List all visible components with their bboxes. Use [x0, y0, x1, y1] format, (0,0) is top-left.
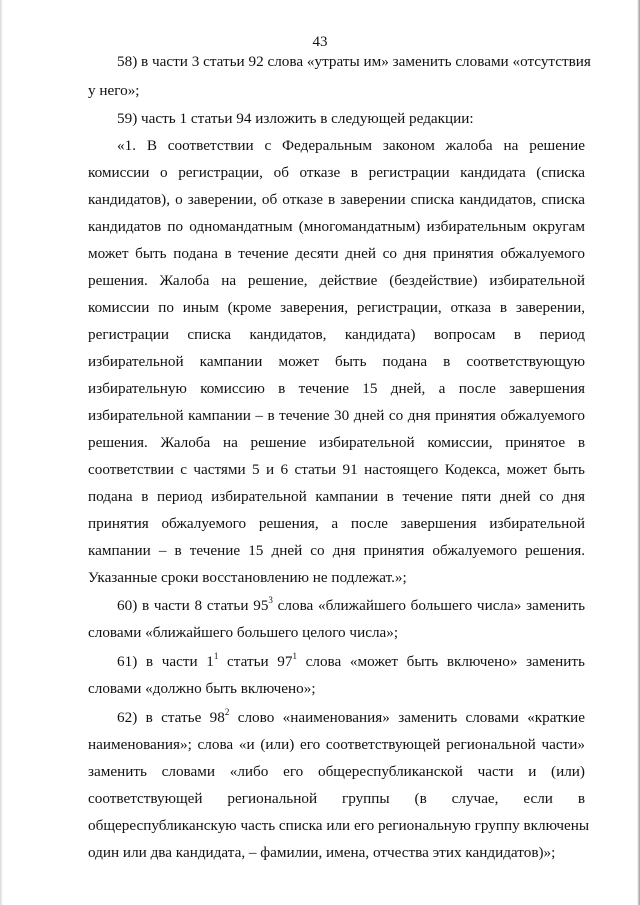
superscript: 1 [213, 650, 219, 661]
text-line: комиссии о регистрации, об отказе в регистрации кандидата (списка [88, 164, 585, 181]
text-line: кампании – в течение 15 дней со дня принятия обжалуемого решения. [88, 542, 585, 559]
text-line [117, 650, 585, 671]
text-line [117, 706, 585, 727]
text-line: Указанные сроки восстановлению не подлежат.»; [88, 569, 407, 586]
text-line: один или два кандидата, – фамилии, имена, отчества этих кандидатов)»; [88, 844, 556, 861]
text-line: избирательную комиссию в течение 15 дней, а после завершения [88, 380, 585, 397]
text-line: может быть подана в течение десяти дней со дня принятия обжалуемого [88, 245, 585, 262]
text-run: слова «ближайшего большего числа» заменить [272, 597, 586, 614]
page-number: 43 [312, 34, 328, 50]
text-run: 60) в части 8 статьи 95 [117, 597, 269, 614]
text-line: решения. Жалоба на решение избирательной комиссии, принятое в [88, 434, 585, 451]
text-run: статьи 97 [218, 653, 293, 670]
text-run: слова «может быть включено» заменить [296, 653, 585, 670]
text-line: кандидатов по одномандатным (многомандатным) избирательным округам [88, 218, 585, 235]
text-line: соответствии с частями 5 и 6 статьи 91 настоящего Кодекса, может быть [88, 461, 585, 478]
superscript: 3 [268, 594, 273, 605]
text-line: у него»; [88, 82, 140, 99]
text-line: «1. В соответствии с Федеральным законом жалоба на решение [117, 137, 585, 154]
text-line: соответствующей региональной группы (в случае, если в [88, 790, 585, 807]
text-run: слово «наименования» заменить словами «краткие [229, 709, 585, 726]
text-line: словами «ближайшего большего целого числа»; [88, 624, 399, 641]
text-line: подана в период избирательной кампании в течение пяти дней со дня [88, 488, 585, 505]
text-run: 62) в статье 98 [117, 709, 225, 726]
text-line: заменить словами «либо его общереспубликанской части и (или) [88, 763, 585, 780]
text-line: 58) в части 3 статьи 92 слова «утраты им» заменить словами «отсутствия [117, 53, 591, 70]
text-line: принятия обжалуемого решения, а после завершения избирательной [88, 515, 585, 532]
text-line: 59) часть 1 статьи 94 изложить в следующей редакции: [117, 110, 474, 127]
text-line: наименования»; слова «и (или) его соответствующей региональной части» [88, 736, 585, 753]
text-line: избирательной кампании – в течение 30 дней со дня принятия обжалуемого [88, 407, 585, 424]
text-line: решения. Жалоба на решение, действие (бездействие) избирательной [88, 272, 585, 289]
text-run: 61) в части 1 [117, 653, 214, 670]
superscript: 2 [224, 706, 230, 717]
text-line: комиссии по иным (кроме заверения, регистрации, отказа в заверении, [88, 299, 585, 316]
superscript: 1 [292, 650, 297, 661]
text-line: общереспубликанскую часть списка или его региональную группу включены [88, 817, 590, 834]
text-line: кандидатов), о заверении, об отказе в заверении списка кандидатов, списка [88, 191, 585, 208]
text-line: регистрации списка кандидатов, кандидата) вопросам в период [88, 326, 585, 343]
text-line: словами «должно быть включено»; [88, 680, 316, 697]
text-line [117, 594, 586, 615]
text-line: избирательной кампании может быть подана в соответствующую [88, 353, 585, 370]
